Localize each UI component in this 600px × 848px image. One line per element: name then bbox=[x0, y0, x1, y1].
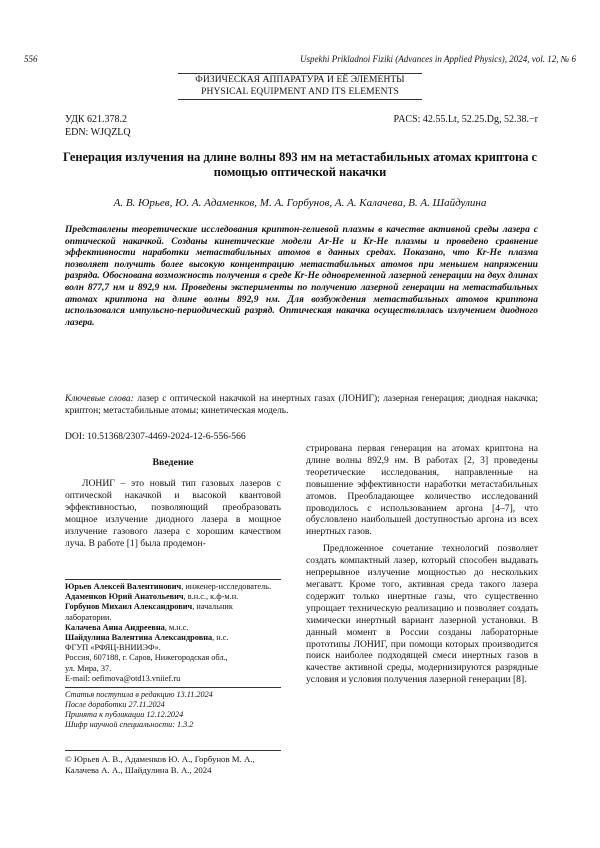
dates-rule bbox=[65, 687, 281, 688]
affiliation-line: Юрьев Алексей Валентинович, инженер-исследователь. bbox=[65, 582, 272, 591]
copyright-rule bbox=[65, 750, 281, 751]
intro-paragraph: Предложенное сочетание технологий позволяет создать компактный лазер, который способен выдавать непрерывное излучение мощностью до нескольких мегаватт. Кроме того, активная среда такого лазера содержит только инертные газы, что существенно упрощает техническую реализацию и позволяет создать химически инертный вариант лазерной установки. В данный момент в России созданы лабораторные прототипы ЛОНИГ, при помощи которых производится поиск наиболее подходящей смеси инертных газов в качестве активной среды, модернизируются разрядные условия и условия получения лазерной генерации [8]. bbox=[306, 543, 538, 686]
keywords-label: Ключевые слова: bbox=[65, 394, 134, 404]
affiliation-line: Шайдулина Валентина Александровна, н.с. bbox=[65, 633, 229, 643]
journal-header: Uspekhi Prikladnoi Fiziki (Advances in Applied Physics), 2024, vol. 12, № 6 bbox=[299, 54, 576, 64]
date-revised: После доработки 27.11.2024 bbox=[65, 700, 165, 709]
keywords-text: лазер с оптической накачкой на инертных газах (ЛОНИГ); лазерная генерация; диодная накачка; криптон; метастабильные атомы; кинетическая модель. bbox=[65, 394, 539, 416]
affiliation-line: Калачева Анна Андреевна, м.н.с. bbox=[65, 622, 189, 632]
section-rule-top bbox=[178, 73, 422, 74]
affiliation-line: Адаменков Юрий Анатольевич, в.н.с., к.ф-м.н. bbox=[65, 592, 239, 602]
organization-name: ФГУП «РФЯЦ-ВНИИЭФ». bbox=[65, 643, 161, 653]
footnote-rule bbox=[65, 579, 281, 580]
affiliation-line: Горбунов Михаил Александрович, начальник лаборатории. bbox=[65, 602, 233, 622]
classification-codes bbox=[65, 113, 131, 139]
contact-email[interactable]: E-mail: oefimova@otd13.vniief.ru bbox=[65, 673, 181, 683]
pacs-code: PACS: 42.55.Lt, 52.25.Dg, 52.38.−r bbox=[393, 114, 538, 125]
specialty-code: Шифр научной специальности: 1.3.2 bbox=[65, 720, 194, 729]
intro-paragraph: ЛОНИГ – это новый тип газовых лазеров с оптической накачкой и высокой квантовой эффективностью, позволяющий преобразовать мощное излучение диодного лазера в мощное излучение газового лазера с хорошим качеством луча. В работе [1] была продемон- bbox=[65, 478, 281, 549]
organization-address: ул. Мира, 37. bbox=[65, 663, 112, 673]
paper-title: Генерация излучения на длине волны 893 нм на метастабильных атомах криптона с помощью оптической накачки bbox=[62, 150, 538, 179]
intro-column-right bbox=[306, 443, 538, 686]
abstract-text: Представлены теоретические исследования криптон-гелиевой плазмы в качестве активной среды лазера с оптической накачкой. Созданы кинетические модели Ar-He и Kr-He плазмы и проведено сравнение эффективности наработки метастабильных атомов в данных средах. Показано, что Kr-He плазма позволяет получить более высокую концентрацию метастабильных атомов при меньшем напряжении разряда. Обоснована возможность получения в среде Kr-He одновременной лазерной генерации на двух длинах волн 877,7 нм и 892,9 нм. Проведены эксперименты по получению лазерной генерации на метастабильных атомах криптона на длине волны 892,9 нм. Для возбуждения метастабильных атомов криптона использовался импульсно-периодический разряд. Оптическая накачка осуществлялась излучением диодного лазера. bbox=[65, 224, 538, 328]
author-list: А. В. Юрьев, Ю. А. Адаменков, М. А. Горбунов, А. А. Калачева, В. А. Шайдулина bbox=[113, 197, 487, 209]
date-accepted: Принята к публикации 12.12.2024 bbox=[65, 710, 184, 719]
copyright-notice: © Юрьев А. В., Адаменков Ю. А., Горбунов М. А., Калачева А. А., Шайдулина В. А., 2024 bbox=[65, 754, 255, 775]
doi-link[interactable]: DOI: 10.51368/2307-4469-2024-12-6-556-566 bbox=[65, 431, 246, 442]
keywords bbox=[65, 394, 538, 418]
organization-address: Россия, 607188, г. Саров, Нижегородская обл., bbox=[65, 653, 228, 663]
author-affiliations bbox=[65, 582, 281, 684]
intro-column-left bbox=[65, 478, 281, 549]
udk-code: УДК 621.378.2 bbox=[65, 114, 128, 125]
edn-code: EDN: WJQZLQ bbox=[65, 127, 131, 138]
section-title-en: PHYSICAL EQUIPMENT AND ITS ELEMENTS bbox=[201, 87, 399, 97]
intro-paragraph: стрирована первая генерация на атомах криптона на длине волны 892,9 нм. В работах [2, 3] проведены теоретические исследования, направленные на повышение эффективности наработки метастабильных атомов. Преобладающее количество исследований проводилось с использованием аргона [4–7], что обусловлено наибольшей доступностью аргона из всех инертных газов. bbox=[306, 443, 538, 538]
date-received: Статья поступила в редакцию 13.11.2024 bbox=[65, 690, 213, 699]
abstract bbox=[65, 224, 538, 328]
section-heading bbox=[0, 74, 600, 98]
article-dates bbox=[65, 690, 281, 730]
page-number: 556 bbox=[24, 54, 38, 64]
intro-heading: Введение bbox=[152, 457, 194, 468]
section-rule-bottom bbox=[178, 99, 422, 100]
section-title-ru: ФИЗИЧЕСКАЯ АППАРАТУРА И ЕЁ ЭЛЕМЕНТЫ bbox=[195, 75, 405, 85]
